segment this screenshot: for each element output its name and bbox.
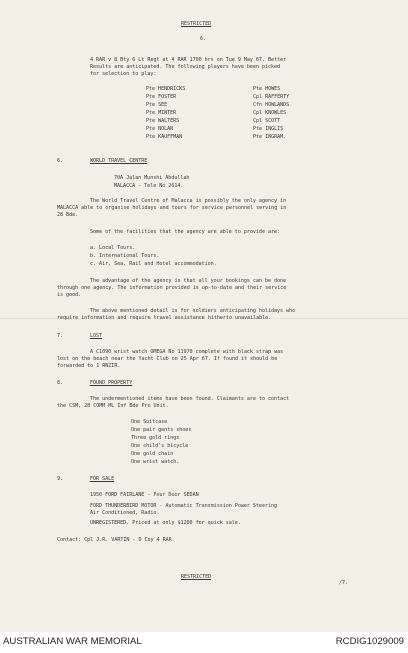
sale-line: UNREGISTERED. Priced at only $1200 for quick sale. — [90, 520, 241, 526]
player-name: Pte INGRAM. — [253, 134, 287, 140]
section-number: 8. — [57, 380, 64, 386]
player-name: Cfn HOWLANDS — [253, 102, 290, 108]
section-number: 7. — [57, 333, 64, 339]
paragraph-line: The above mentioned detail is for soldiers anticipating holidays who — [90, 308, 296, 314]
archive-institution: AUSTRALIAN WAR MEMORIAL — [3, 636, 142, 647]
paragraph-line: require information and require travel assistance hitherto unavailable. — [57, 315, 272, 321]
player-name: Pte SEE — [146, 102, 168, 108]
found-item: Three gold rings — [131, 435, 180, 441]
archive-reference: RCDIG1029009 — [335, 636, 404, 647]
sport-line: for selection to play: — [90, 71, 157, 77]
paragraph-line: forwarded to 1 RNZIR. — [57, 363, 121, 369]
section-number: 6. — [57, 158, 64, 164]
paragraph-line: through one agency. The information provided is up-to-date and their service — [57, 285, 287, 291]
sport-line: Results are anticipated. The following players have been picked — [90, 64, 281, 70]
found-item: One gold chain — [131, 451, 174, 457]
player-name: Cpl KNOWLES — [253, 110, 287, 116]
sport-line: 4 RAR v 8 Bty 6 Lt Regt at 4 RAR 1700 hrs on Tue 9 May 67. Better — [90, 57, 287, 63]
paragraph-line: lost on the beach near the Yacht Club on 25 Apr 67. If found it should be — [57, 356, 278, 362]
section-heading: FOR SALE — [90, 476, 115, 482]
player-name: Pte INGLIS — [253, 126, 284, 132]
found-item: One child's bicycle — [131, 443, 189, 449]
paragraph-line: The World Travel Centre of Malacca is possibly the only agency in — [90, 198, 287, 204]
section-heading: FOUND PROPERTY — [90, 380, 133, 386]
player-name: Pte KAUFFMAN — [146, 134, 183, 140]
player-name: Pte WALTERS — [146, 118, 180, 124]
paragraph-line: A C1090 wrist watch OMEGA No 11970 complete with black strap was — [90, 349, 284, 355]
facility-item: b. International Tours. — [90, 253, 160, 259]
next-page-marker: /7. — [339, 580, 349, 586]
sale-line: Air Conditioned, Radio. — [90, 510, 160, 516]
player-name: Pte FOSTER — [146, 94, 177, 100]
paragraph-line: The advantage of the agency is that all your bookings can be done — [90, 278, 287, 284]
player-name: Pte MINTER — [146, 110, 177, 116]
paragraph-line: 28 Bde. — [57, 212, 79, 218]
classification-header: RESTRICTED — [181, 21, 212, 27]
classification-footer: RESTRICTED — [181, 574, 212, 580]
section-number: 9. — [57, 476, 64, 482]
section-heading: WORLD TRAVEL CENTRE — [90, 158, 148, 164]
paragraph-line: is good. — [57, 292, 82, 298]
archive-footer — [0, 632, 408, 653]
found-item: One pair gents shoes — [131, 427, 192, 433]
player-name: Pte HOWES — [253, 86, 281, 92]
sale-line: FORD THUNDERBIRD MOTOR - Automatic Transmission Power Steering — [90, 503, 278, 509]
player-name: Cpl SCOTT — [253, 118, 281, 124]
found-item: One Suitcase — [131, 419, 168, 425]
facility-item: c. Air, Sea, Rail and Hotel accommodation. — [90, 261, 217, 267]
page-number: 6. — [200, 36, 207, 42]
facility-item: a. Local Tours. — [90, 245, 136, 251]
paragraph-line: MALACCA able to organise holidays and tours for service personnel serving in — [57, 205, 287, 211]
player-name: Pte NOLAN — [146, 126, 174, 132]
paragraph-line: The undermentioned items have been found. Claimants are to contact — [90, 396, 290, 402]
found-item: One wrist watch. — [131, 459, 180, 465]
paragraph-line: the CSM, 28 COMM ML Inf Bde Pro Unit. — [57, 403, 169, 409]
section-heading: LOST — [90, 333, 103, 339]
address-line: MALACCA - Tele No 2614. — [114, 183, 184, 189]
paragraph-line: Some of the facilities that the agency are able to provide are: — [90, 229, 281, 235]
contact-line: Contact: Cpl J.R. VARTIN - D Coy 4 RAR. — [57, 537, 175, 543]
player-name: Pte HENDRICKS — [146, 86, 186, 92]
player-name: Cpl RAFFERTY — [253, 94, 290, 100]
sale-line: 1950 FORD FAIRLANE - Four Door SEDAN — [90, 492, 199, 498]
address-line: 70A Jalan Munshi Abdullah — [114, 175, 190, 181]
